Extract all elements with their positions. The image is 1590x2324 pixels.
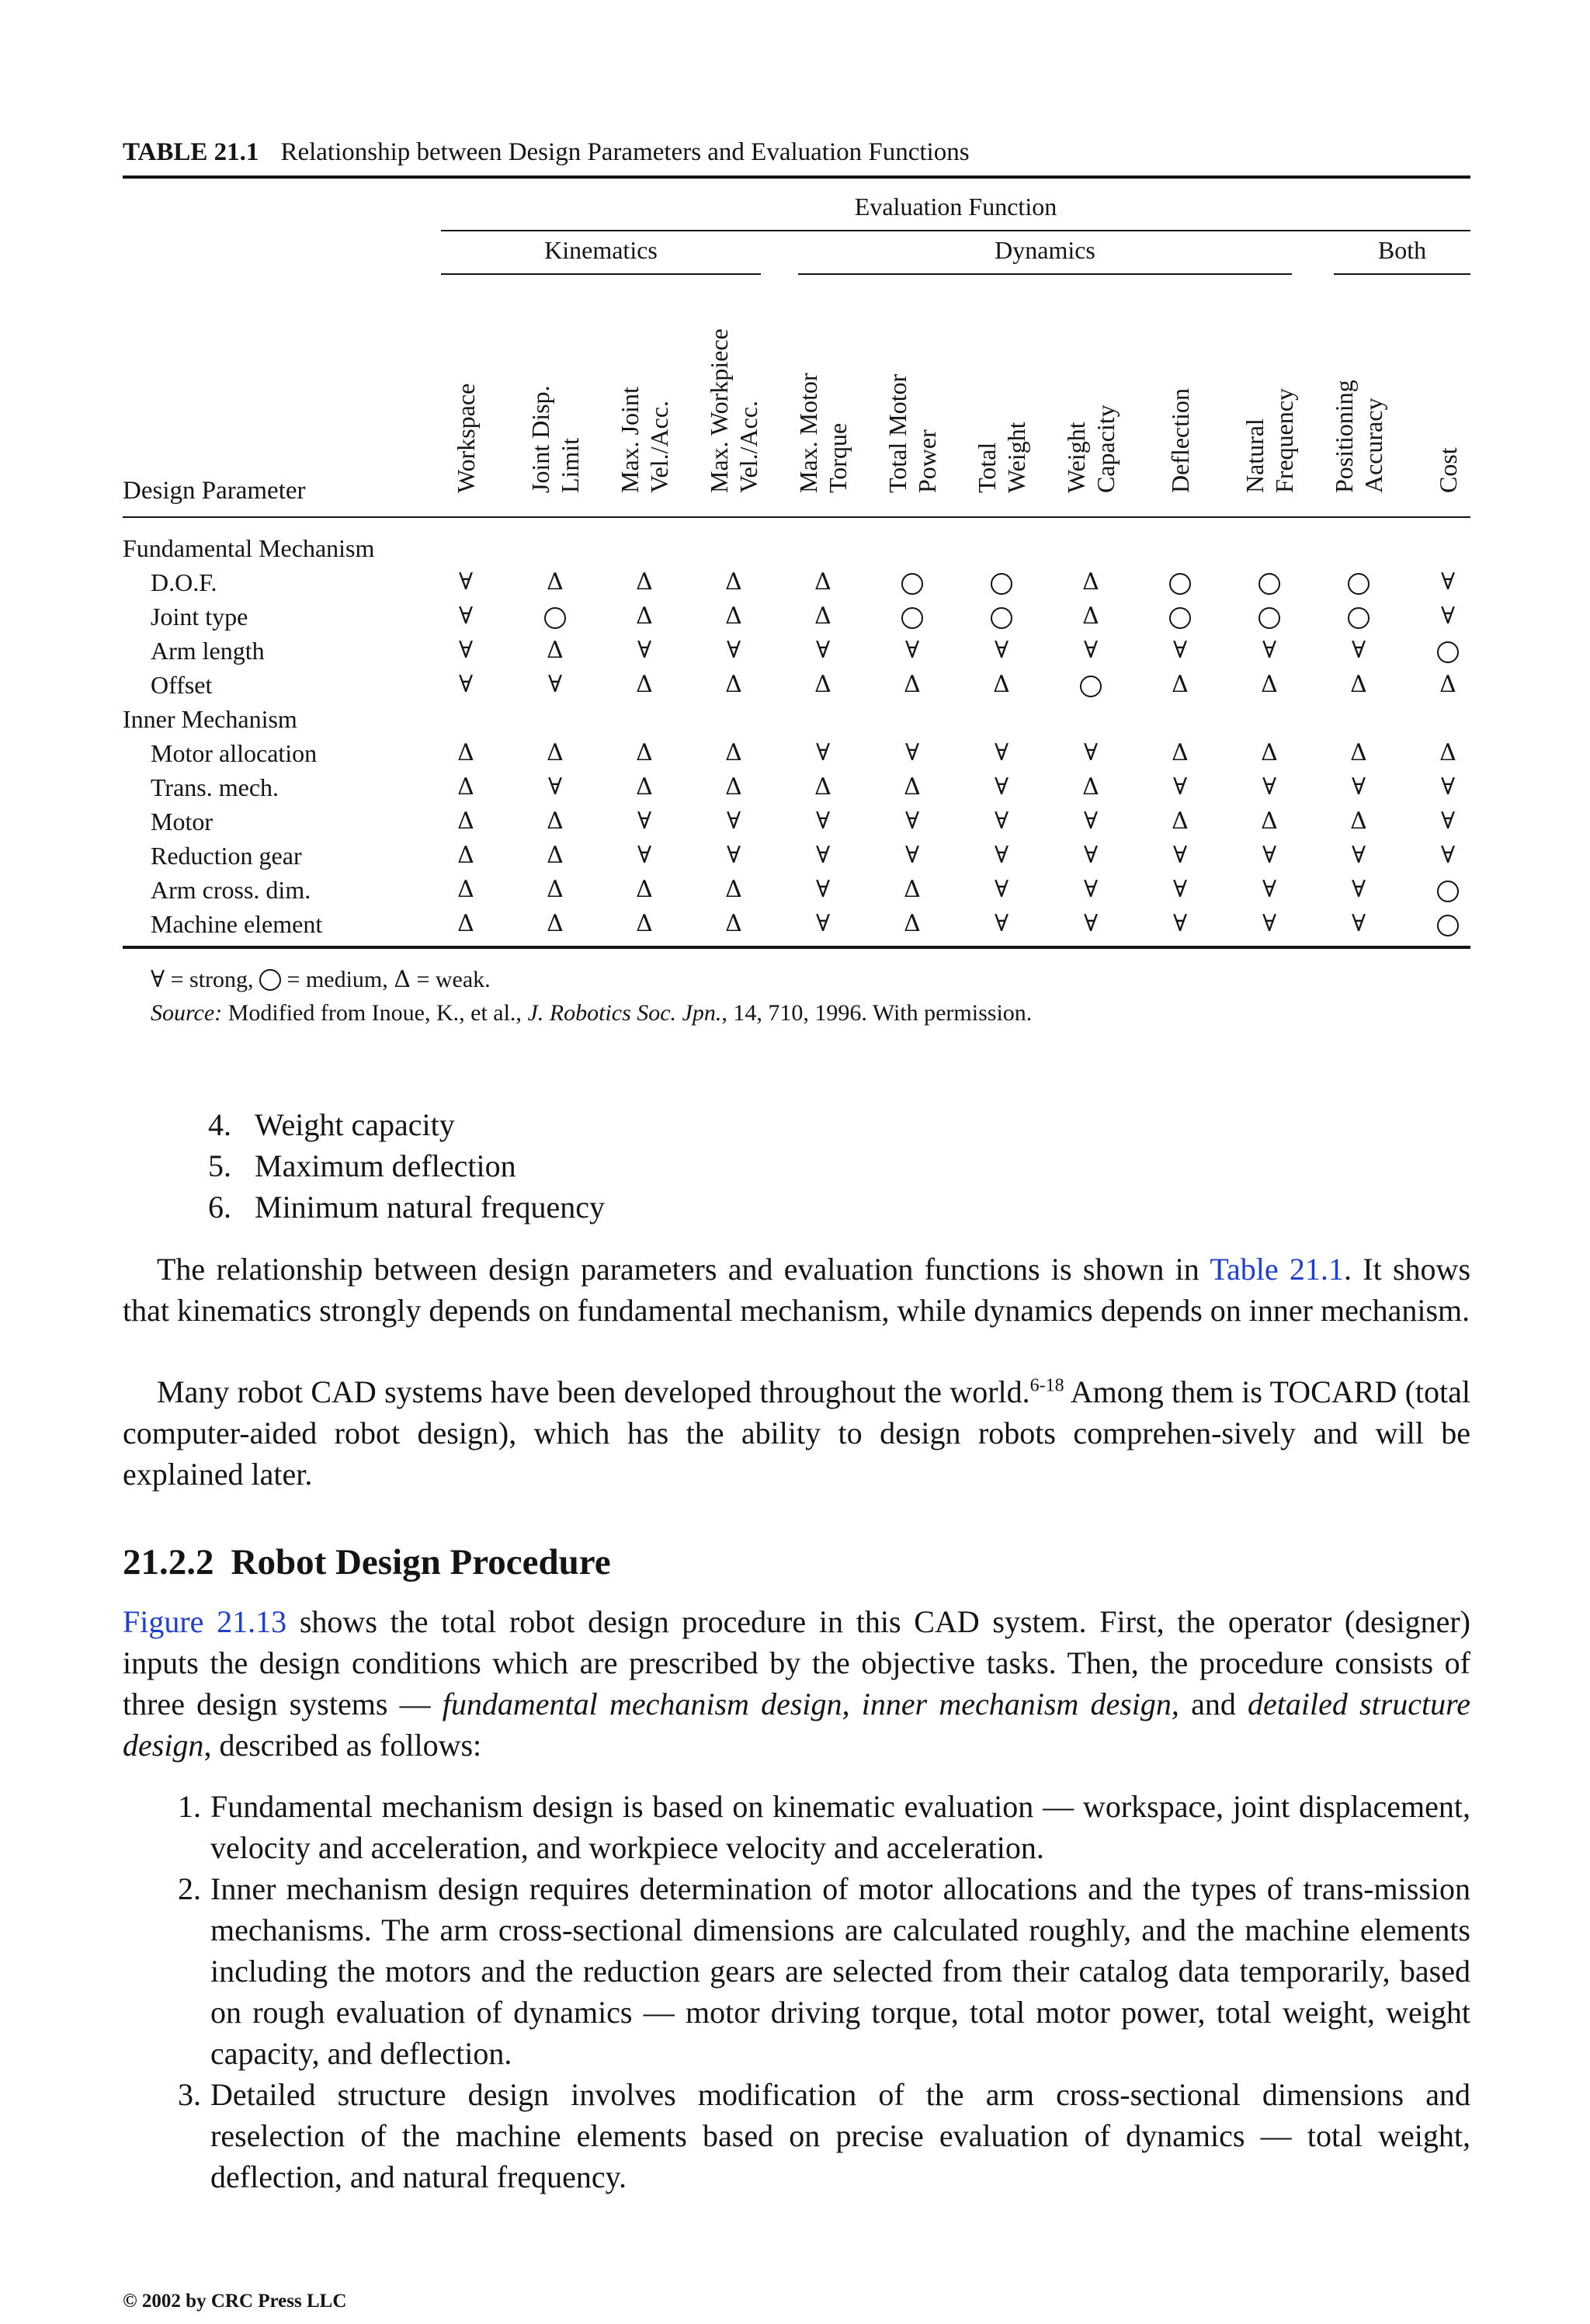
strong-symbol: ∀ xyxy=(994,637,1009,664)
table-row xyxy=(123,739,1470,773)
table-label: TABLE 21.1 xyxy=(123,138,259,166)
weak-symbol: Δ xyxy=(1261,808,1278,835)
strong-symbol: ∀ xyxy=(547,773,563,801)
step-text: Fundamental mechanism design is based on kinematic evaluation — workspace, joint displacement, velocity and acceleration, and workpiece velocity and acceleration. xyxy=(210,1789,1470,1865)
column-header-line: Torque xyxy=(824,422,852,493)
strong-symbol: ∀ xyxy=(904,739,920,766)
step-text: Detailed structure design involves modification of the arm cross-sectional dimensions and reselection of the machine elements based on precise evaluation of dynamics — total weight, deflection, and natural frequency. xyxy=(210,2077,1470,2194)
column-header-line: Joint Disp. xyxy=(526,385,554,493)
strong-symbol: ∀ xyxy=(1172,876,1188,903)
weak-symbol: Δ xyxy=(547,637,564,664)
strong-symbol: ∀ xyxy=(637,637,652,664)
weak-symbol: Δ xyxy=(904,671,921,698)
para3-text-b: and xyxy=(1179,1687,1248,1721)
strong-symbol: ∀ xyxy=(726,637,741,664)
weak-symbol: Δ xyxy=(457,739,474,766)
strong-symbol: ∀ xyxy=(1172,842,1188,869)
para2-text-a: Many robot CAD systems have been developed throughout the world. xyxy=(157,1374,1030,1409)
list-item-number: 5. xyxy=(208,1148,231,1183)
weak-symbol: Δ xyxy=(725,910,742,937)
source-label: Source: xyxy=(151,1000,223,1026)
source-text-end: , 14, 710, 1996. With permission. xyxy=(721,1000,1033,1026)
strong-symbol: ∀ xyxy=(1440,842,1456,869)
step-number: 3. xyxy=(178,2077,201,2112)
strong-symbol: ∀ xyxy=(1262,773,1277,801)
strong-symbol: ∀ xyxy=(1172,773,1188,801)
dynamics-header: Dynamics xyxy=(995,236,1095,264)
strong-symbol: ∀ xyxy=(1440,568,1456,596)
strong-symbol: ∀ xyxy=(904,808,920,835)
criteria-list xyxy=(208,1104,605,1228)
row-label: Joint type xyxy=(151,603,248,631)
row-label: Reduction gear xyxy=(151,842,302,870)
strong-symbol: ∀ xyxy=(994,876,1009,903)
medium-circle-icon xyxy=(1335,568,1382,597)
column-header-line: Accuracy xyxy=(1359,398,1387,493)
strong-symbol: ∀ xyxy=(994,808,1009,835)
weak-symbol: Δ xyxy=(814,603,831,630)
column-header-line: Limit xyxy=(556,437,584,493)
strong-symbol: ∀ xyxy=(547,671,563,698)
strong-symbol: ∀ xyxy=(815,842,831,869)
weak-symbol: Δ xyxy=(636,876,653,903)
column-header-line: Vel./Acc. xyxy=(734,400,762,493)
weak-symbol: Δ xyxy=(547,568,564,596)
row-label: Machine element xyxy=(151,910,323,938)
table-21-1-link[interactable]: Table 21.1 xyxy=(1210,1252,1344,1287)
table-row xyxy=(123,842,1470,876)
table-row xyxy=(123,603,1470,637)
strong-symbol: ∀ xyxy=(1440,773,1456,801)
strong-symbol: ∀ xyxy=(151,966,165,993)
row-label: Motor xyxy=(151,808,213,835)
weak-symbol: Δ xyxy=(547,876,564,903)
legend-weak: = weak. xyxy=(416,967,491,992)
strong-symbol: ∀ xyxy=(1083,842,1099,869)
source-text: Modified from Inoue, K., et al., xyxy=(227,1000,522,1026)
weak-symbol: Δ xyxy=(1172,739,1189,766)
section-row xyxy=(123,705,1470,739)
weak-symbol: Δ xyxy=(547,842,564,869)
medium-circle-icon xyxy=(1068,671,1114,700)
strong-symbol: ∀ xyxy=(815,637,831,664)
row-label: Motor allocation xyxy=(151,739,318,767)
table-row xyxy=(123,773,1470,808)
strong-symbol: ∀ xyxy=(1440,808,1456,835)
both-header: Both xyxy=(1377,236,1427,264)
eval-function-rule xyxy=(441,230,1470,231)
weak-symbol: Δ xyxy=(814,773,831,801)
para3-text-c: , described as follows: xyxy=(203,1728,482,1763)
strong-symbol: ∀ xyxy=(458,568,474,596)
table-row xyxy=(123,637,1470,671)
strong-symbol: ∀ xyxy=(1083,808,1099,835)
weak-symbol: Δ xyxy=(814,568,831,596)
copyright: © 2002 by CRC Press LLC xyxy=(123,2291,347,2312)
strong-symbol: ∀ xyxy=(726,808,741,835)
list-item-number: 6. xyxy=(208,1190,231,1225)
table-legend xyxy=(151,966,491,993)
strong-symbol: ∀ xyxy=(1440,603,1456,630)
table-row xyxy=(123,876,1470,910)
strong-symbol: ∀ xyxy=(1351,910,1366,937)
weak-symbol: Δ xyxy=(725,773,742,801)
medium-circle-icon xyxy=(1335,603,1382,631)
medium-circle-icon xyxy=(1157,568,1203,597)
column-header-line: Natural xyxy=(1241,419,1269,493)
medium-circle-icon xyxy=(1246,603,1293,631)
weak-symbol: Δ xyxy=(904,910,921,937)
weak-symbol: Δ xyxy=(394,966,411,993)
weak-symbol: Δ xyxy=(814,671,831,698)
weak-symbol: Δ xyxy=(993,671,1010,698)
list-item xyxy=(208,1186,605,1228)
row-label: Offset xyxy=(151,671,213,699)
design-step xyxy=(123,1868,1470,2074)
section-row xyxy=(123,534,1470,568)
column-header-line: Weight xyxy=(1062,422,1090,493)
strong-symbol: ∀ xyxy=(1083,876,1099,903)
step-number: 1. xyxy=(178,1789,201,1824)
column-header-line: Deflection xyxy=(1166,387,1194,493)
weak-symbol: Δ xyxy=(457,773,474,801)
paragraph-2 xyxy=(123,1371,1470,1495)
legend-medium: = medium, xyxy=(286,967,388,992)
table-row xyxy=(123,808,1470,842)
row-label: Trans. mech. xyxy=(151,773,279,801)
column-header-line: Vel./Acc. xyxy=(645,400,673,493)
weak-symbol: Δ xyxy=(636,671,653,698)
strong-symbol: ∀ xyxy=(1351,773,1366,801)
weak-symbol: Δ xyxy=(457,808,474,835)
column-header-line: Capacity xyxy=(1092,405,1120,493)
para2-text-b: Among them is TOCARD (total computer-aided robot design), which has the ability to design robots comprehen-sively and will be explained later. xyxy=(123,1374,1470,1492)
medium-circle-icon xyxy=(1425,876,1471,905)
design-steps-list xyxy=(123,1786,1470,2197)
table-row xyxy=(123,910,1470,944)
column-header-line: Max. Motor xyxy=(794,373,822,493)
strong-symbol: ∀ xyxy=(815,739,831,766)
column-header-line: Max. Workpiece xyxy=(705,328,733,493)
kinematics-header: Kinematics xyxy=(544,236,658,264)
strong-symbol: ∀ xyxy=(815,808,831,835)
para1-text-b: . It shows that kinematics strongly depends on fundamental mechanism, while dynamics depends on inner mechanism. xyxy=(123,1252,1471,1328)
strong-symbol: ∀ xyxy=(904,637,920,664)
column-header-line: Max. Joint xyxy=(616,387,644,493)
section-heading xyxy=(123,1541,611,1583)
list-item-text: Maximum deflection xyxy=(255,1148,516,1183)
strong-symbol: ∀ xyxy=(1351,876,1366,903)
strong-symbol: ∀ xyxy=(1351,842,1366,869)
medium-circle-icon xyxy=(1246,568,1293,597)
figure-21-13-link[interactable]: Figure 21.13 xyxy=(123,1604,287,1639)
weak-symbol: Δ xyxy=(725,739,742,766)
strong-symbol: ∀ xyxy=(815,876,831,903)
step-text: Inner mechanism design requires determination of motor allocations and the types of trans-mission mechanisms. The arm cross-sectional dimensions are calculated roughly, and the machine elements including the motors and the reduction gears are selected from their catalog data temporarily, based on rough evaluation of dynamics — motor driving torque, total motor power, total weight, weight capacity, and deflection. xyxy=(210,1871,1470,2071)
strong-symbol: ∀ xyxy=(815,910,831,937)
step-number: 2. xyxy=(178,1871,201,1906)
weak-symbol: Δ xyxy=(1261,739,1278,766)
strong-symbol: ∀ xyxy=(994,910,1009,937)
weak-symbol: Δ xyxy=(1439,671,1456,698)
weak-symbol: Δ xyxy=(1172,671,1189,698)
section-number: 21.2.2 xyxy=(123,1542,214,1582)
column-header-line: Workspace xyxy=(452,383,480,493)
design-step xyxy=(123,2074,1470,2197)
table-title: Relationship between Design Parameters and Evaluation Functions xyxy=(280,138,970,166)
weak-symbol: Δ xyxy=(1439,739,1456,766)
weak-symbol: Δ xyxy=(725,876,742,903)
medium-circle-icon xyxy=(532,603,578,631)
strong-symbol: ∀ xyxy=(1262,842,1277,869)
strong-symbol: ∀ xyxy=(1083,739,1099,766)
citation-superscript: 6-18 xyxy=(1029,1375,1064,1396)
medium-circle-icon xyxy=(1157,603,1203,631)
legend-strong: = strong, xyxy=(170,967,254,992)
medium-circle-icon xyxy=(889,568,936,597)
design-step xyxy=(123,1786,1470,1868)
strong-symbol: ∀ xyxy=(1172,637,1188,664)
strong-symbol: ∀ xyxy=(994,739,1009,766)
weak-symbol: Δ xyxy=(725,568,742,596)
strong-symbol: ∀ xyxy=(1351,637,1366,664)
weak-symbol: Δ xyxy=(636,773,653,801)
row-label: Arm length xyxy=(151,637,265,665)
weak-symbol: Δ xyxy=(1082,568,1099,596)
row-label: Arm cross. dim. xyxy=(151,876,311,904)
list-item xyxy=(208,1104,605,1145)
strong-symbol: ∀ xyxy=(458,603,474,630)
weak-symbol: Δ xyxy=(1082,773,1099,801)
weak-symbol: Δ xyxy=(636,910,653,937)
column-header-line: Power xyxy=(913,429,941,493)
row-label: D.O.F. xyxy=(151,568,217,596)
table-top-rule xyxy=(123,175,1470,179)
weak-symbol: Δ xyxy=(1350,671,1367,698)
medium-circle-icon xyxy=(1425,637,1471,665)
column-header-line: Frequency xyxy=(1270,387,1298,493)
list-item xyxy=(208,1145,605,1186)
table-caption xyxy=(123,138,970,167)
para3-italic-2: detailed structure design xyxy=(123,1687,1471,1763)
list-item-text: Weight capacity xyxy=(255,1107,455,1142)
weak-symbol: Δ xyxy=(636,603,653,630)
table-row xyxy=(123,568,1470,603)
weak-symbol: Δ xyxy=(904,876,921,903)
table-bottom-rule xyxy=(123,946,1470,949)
weak-symbol: Δ xyxy=(457,876,474,903)
medium-circle-icon xyxy=(978,603,1025,631)
strong-symbol: ∀ xyxy=(1172,910,1188,937)
weak-symbol: Δ xyxy=(547,808,564,835)
weak-symbol: Δ xyxy=(547,910,564,937)
strong-symbol: ∀ xyxy=(1262,910,1277,937)
weak-symbol: Δ xyxy=(547,739,564,766)
weak-symbol: Δ xyxy=(725,671,742,698)
table-source xyxy=(151,1000,1032,1027)
para1-text-a: The relationship between design parameters and evaluation functions is shown in xyxy=(157,1252,1199,1287)
column-header-line: Total xyxy=(973,442,1001,493)
strong-symbol: ∀ xyxy=(1262,637,1277,664)
weak-symbol: Δ xyxy=(725,603,742,630)
medium-circle-icon xyxy=(259,969,281,991)
strong-symbol: ∀ xyxy=(994,773,1009,801)
section-title: Fundamental Mechanism xyxy=(123,534,375,562)
weak-symbol: Δ xyxy=(904,773,921,801)
paragraph-3 xyxy=(123,1601,1470,1766)
medium-circle-icon xyxy=(1425,910,1471,939)
weak-symbol: Δ xyxy=(1082,603,1099,630)
weak-symbol: Δ xyxy=(636,568,653,596)
strong-symbol: ∀ xyxy=(1083,910,1099,937)
page xyxy=(123,0,1470,2324)
strong-symbol: ∀ xyxy=(458,637,474,664)
table-row xyxy=(123,671,1470,705)
strong-symbol: ∀ xyxy=(637,808,652,835)
column-header-line: Total Motor xyxy=(884,373,911,493)
weak-symbol: Δ xyxy=(1350,808,1367,835)
weak-symbol: Δ xyxy=(1261,671,1278,698)
section-title: Robot Design Procedure xyxy=(231,1542,611,1582)
section-title: Inner Mechanism xyxy=(123,705,297,733)
paragraph-1 xyxy=(123,1249,1470,1331)
strong-symbol: ∀ xyxy=(994,842,1009,869)
strong-symbol: ∀ xyxy=(904,842,920,869)
strong-symbol: ∀ xyxy=(1262,876,1277,903)
column-header-line: Cost xyxy=(1434,447,1462,493)
design-parameter-header: Design Parameter xyxy=(123,477,306,505)
weak-symbol: Δ xyxy=(636,739,653,766)
list-item-number: 4. xyxy=(208,1107,231,1142)
source-journal: J. Robotics Soc. Jpn. xyxy=(527,1000,722,1026)
list-item-text: Minimum natural frequency xyxy=(255,1190,605,1225)
header-bottom-rule xyxy=(123,516,1470,518)
strong-symbol: ∀ xyxy=(637,842,652,869)
strong-symbol: ∀ xyxy=(458,671,474,698)
para3-italic-1: fundamental mechanism design, inner mechanism design, xyxy=(430,1687,1179,1721)
column-header-line: Positioning xyxy=(1330,380,1358,493)
eval-function-header: Evaluation Function xyxy=(854,193,1057,221)
strong-symbol: ∀ xyxy=(1083,637,1099,664)
weak-symbol: Δ xyxy=(1172,808,1189,835)
column-header-line: Weight xyxy=(1002,422,1030,493)
dynamics-rule xyxy=(798,273,1292,275)
para3-text-a: shows the total robot design procedure in this CAD system. First, the operator (designer) inputs the design conditions which are prescribed by the objective tasks. Then, the procedure consists of three design systems — xyxy=(123,1604,1471,1721)
strong-symbol: ∀ xyxy=(726,842,741,869)
medium-circle-icon xyxy=(889,603,936,631)
weak-symbol: Δ xyxy=(457,910,474,937)
medium-circle-icon xyxy=(978,568,1025,597)
weak-symbol: Δ xyxy=(1350,739,1367,766)
weak-symbol: Δ xyxy=(457,842,474,869)
